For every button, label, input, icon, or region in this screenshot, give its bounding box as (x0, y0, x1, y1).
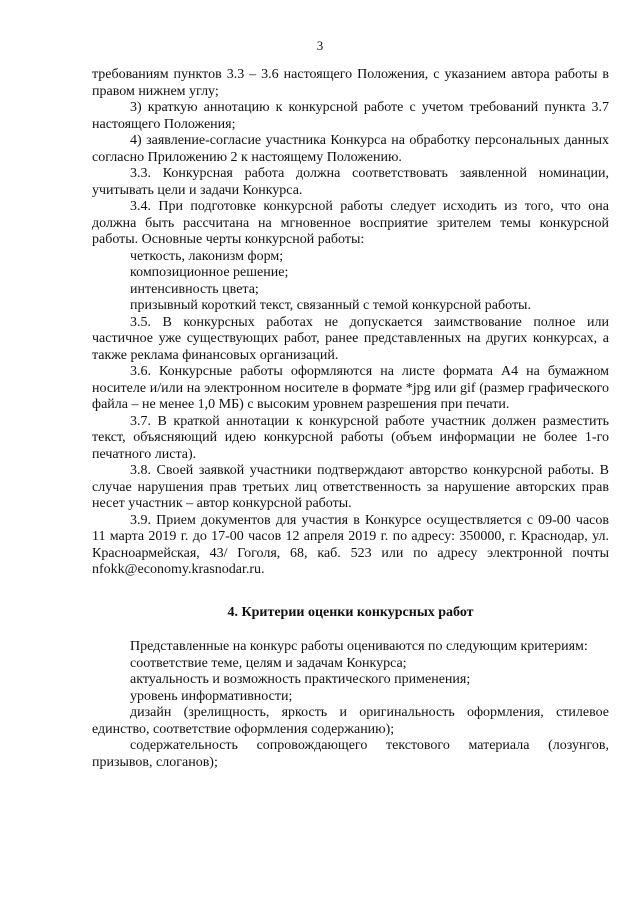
list-item: соответствие теме, целям и задачам Конкурса; (130, 655, 407, 671)
list-item: актуальность и возможность практического применения; (130, 672, 471, 687)
section-heading: 4. Критерии оценки конкурсных работ (227, 604, 474, 620)
paragraph: 3.4. При подготовке конкурсной работы следует исходить из того, что она должна быть рассчитана на мгновенное восприятие зрителем темы конкурсной работы. Основные черты конкурсной работы: (92, 199, 609, 247)
paragraph: 3.8. Своей заявкой участники подтверждают авторство конкурсной работы. В случае нарушения прав третьих лиц ответственность за нарушение авторских прав несет участник – автор конкурсной работы. (92, 463, 609, 511)
paragraph: 3.5. В конкурсных работах не допускается заимствование полное или частичное уже существующих работ, ранее представленных на других конкурсах, а также реклама финансовых организаций. (92, 314, 609, 363)
list-item: уровень информативности; (130, 688, 293, 704)
list-item: призывный короткий текст, связанный с темой конкурсной работы. (130, 298, 531, 313)
paragraph: Представленные на конкурс работы оцениваются по следующим критериям: (130, 639, 588, 654)
paragraph: 3.7. В краткой аннотации к конкурсной работе участник должен разместить текст, объясняющий идею конкурсной работы (объем информации не более 1-го печатного листа). (92, 413, 609, 462)
list-item: четкость, лаконизм форм; (130, 248, 284, 264)
list-item: интенсивность цвета; (130, 281, 259, 297)
paragraph: требованиям пунктов 3.3 – 3.6 настоящего Положения, с указанием автора работы в правом нижнем углу; (92, 67, 609, 99)
paragraph: 3.6. Конкурсные работы оформляются на листе формата А4 на бумажном носителе и/или на электронном носителе в формате *jpg или gif (размер графического файла – не менее 1,0 МБ) с высоким уровнем разрешения при печати. (92, 364, 609, 412)
paragraph: содержательность сопровождающего текстового материала (лозунгов, призывов, слоганов); (92, 738, 609, 770)
spacer (92, 579, 609, 591)
paragraph: 3) краткую аннотацию к конкурсной работе с учетом требований пункта 3.7 настоящего Положения; (92, 100, 609, 132)
page-number: 3 (316, 38, 324, 53)
paragraph: 4) заявление-согласие участника Конкурса на обработку персональных данных согласно Приложению 2 к настоящему Положению. (92, 133, 609, 165)
list-item: композиционное решение; (130, 265, 289, 280)
paragraph: 3.3. Конкурсная работа должна соответствовать заявленной номинации, учитывать цели и задачи Конкурса. (92, 166, 609, 198)
paragraph: дизайн (зрелищность, яркость и оригинальность оформления, стилевое единство, соответствие оформления содержанию); (92, 705, 609, 737)
paragraph: 3.9. Прием документов для участия в Конкурсе осуществляется с 09-00 часов 11 марта 2019 г. до 17-00 часов 12 апреля 2019 г. по адресу: 350000, г. Краснодар, ул. Красноармейская, 43/ Гоголя, 68, каб. 523 или по адресу электронной почты nfokk@economy.krasnodar.ru. (92, 512, 609, 577)
document-body (92, 67, 609, 771)
